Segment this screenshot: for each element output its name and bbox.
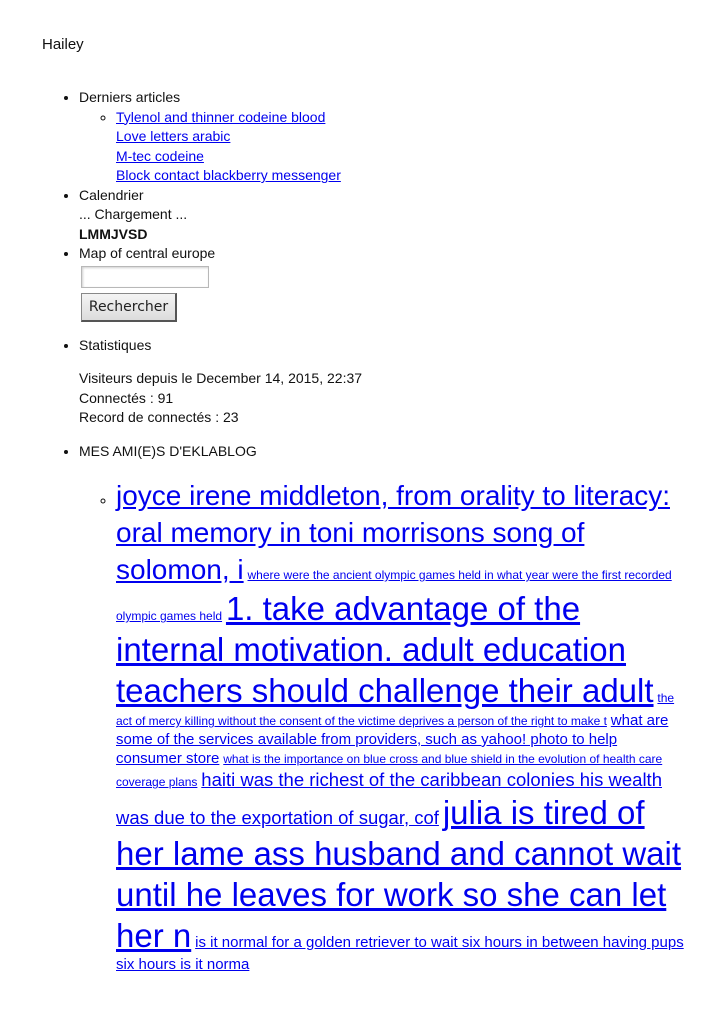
recent-articles-list — [79, 108, 679, 186]
list-item — [116, 127, 679, 147]
list-item — [116, 108, 679, 128]
search-input[interactable] — [81, 266, 209, 288]
recent-article-link[interactable]: Love letters arabic — [116, 128, 231, 144]
list-item — [116, 166, 679, 186]
widget-recent-articles — [79, 88, 679, 186]
list-item — [116, 147, 679, 167]
stats-connected: Connectés : 91 — [79, 389, 174, 406]
widget-calendar — [79, 186, 679, 245]
stats-record: Record de connectés : 23 — [79, 409, 239, 425]
calendar-heading: Calendrier — [79, 186, 144, 203]
friend-link[interactable]: julia is tired of her lame ass husband and cannot wait until he leaves for work so she can let her n — [116, 794, 682, 954]
friend-link[interactable]: where were the ancient olympic games held in what year were the first recorded olympic games held — [116, 568, 672, 623]
site-title: Hailey — [42, 36, 84, 53]
stats-visitors: Visiteurs depuis le December 14, 2015, 22:37 — [79, 370, 363, 386]
friend-link[interactable]: what is the importance on blue cross and blue shield in the evolution of health care coverage plans — [116, 752, 663, 789]
friend-link[interactable]: the act of mercy killing without the consent of the victime deprives a person of the right to make t — [116, 691, 675, 728]
widget-friends — [79, 442, 684, 975]
recent-article-link[interactable]: M-tec codeine — [116, 147, 204, 164]
recent-article-link[interactable]: Tylenol and thinner codeine blood — [116, 108, 326, 125]
list-item — [116, 477, 684, 974]
widget-search — [79, 244, 679, 322]
friend-link[interactable]: joyce irene middleton, from orality to literacy: oral memory in toni morrisons song of solomon, i — [116, 480, 670, 585]
sidebar-widgets — [0, 88, 684, 974]
friend-link[interactable]: what are some of the services available from providers, such as yahoo! photo to help consumer store — [116, 712, 669, 767]
recent-articles-heading: Derniers articles — [79, 89, 181, 105]
search-heading: Map of central europe — [79, 245, 216, 261]
friend-link[interactable]: is it normal for a golden retriever to wait six hours in between having pups six hours is it norma — [116, 934, 684, 973]
calendar-loading-text: ... Chargement ... — [79, 206, 188, 222]
recent-article-link[interactable]: Block contact blackberry messenger — [116, 167, 341, 183]
friends-heading: MES AMI(E)S D'EKLABLOG — [79, 442, 257, 459]
search-button[interactable]: Rechercher — [81, 293, 177, 322]
friends-tag-cloud — [79, 477, 684, 974]
statistics-heading: Statistiques — [79, 336, 152, 353]
widget-statistics — [79, 336, 679, 428]
friend-link[interactable]: 1. take advantage of the internal motivation. adult education teachers should challenge their adult — [116, 590, 654, 709]
friend-link[interactable]: haiti was the richest of the caribbean colonies his wealth was due to the exportation of sugar, cof — [116, 769, 662, 828]
calendar-day-header: LMMJVSD — [79, 225, 148, 242]
